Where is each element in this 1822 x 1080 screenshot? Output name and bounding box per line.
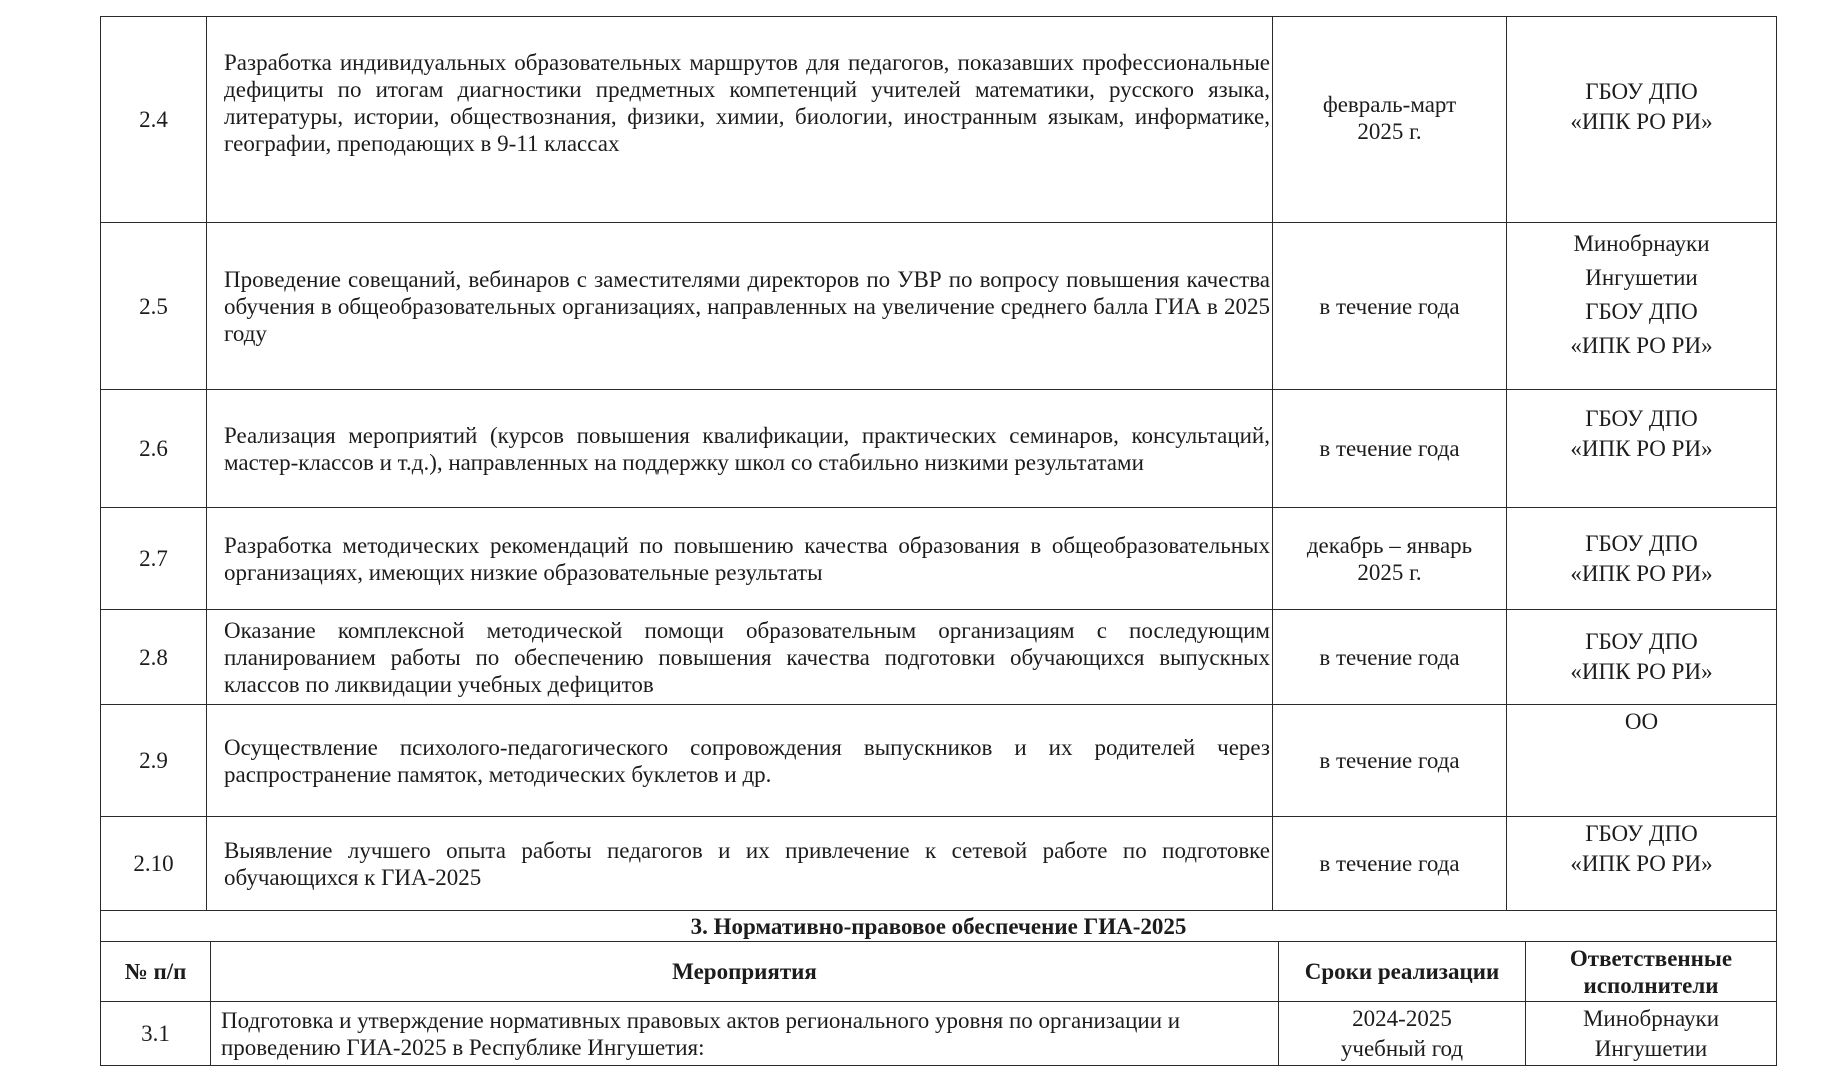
responsible-cell [1507,223,1777,390]
responsible-cell [1507,508,1777,610]
row-number: 3.1 [101,1002,211,1066]
deadline-cell [1273,817,1507,911]
responsible-line: «ИПК РО РИ» [1570,851,1713,876]
responsible-line: «ИПК РО РИ» [1570,333,1713,358]
row-number: 2.8 [101,610,207,705]
deadline-line: декабрь – январь [1306,532,1473,558]
deadline-line: учебный год [1340,1035,1464,1061]
header-activity: Мероприятия [211,942,1279,1002]
activity-text: Разработка методических рекомендаций по повышению качества образования в общеобразовательных организациях, имеющих низкие образовательные результаты [207,508,1273,610]
activity-text: Оказание комплексной методической помощи образовательным организациям с последующим планированием работы по обеспечению повышения качества подготовки обучающихся выпускных классов по ликвидации учебных дефицитов [207,610,1273,705]
activity-text: Осуществление психолого-педагогического сопровождения выпускников и их родителей через распространение памяток, методических буклетов и др. [207,705,1273,817]
deadline-cell [1273,17,1507,223]
deadline-cell [1273,223,1507,390]
deadline-line: 2024-2025 [1352,1005,1452,1031]
responsible-line: ГБОУ ДПО [1585,79,1698,104]
responsible-line: ГБОУ ДПО [1585,530,1698,556]
responsible-line: Ингушетии [1594,1035,1708,1061]
row-number: 2.5 [101,223,207,390]
header-responsible: Ответственные исполнители [1526,942,1777,1002]
deadline-line: в течение года [1319,851,1460,876]
section-title-row [101,911,1777,942]
responsible-line: Минобрнауки [1582,1005,1720,1031]
header-num: № п/п [101,942,211,1002]
deadline-line: 2025 г. [1357,119,1422,144]
responsible-line: ГБОУ ДПО [1585,629,1698,654]
activity-text: Реализация мероприятий (курсов повышения квалификации, практических семинаров, консультаций, мастер-классов и т.д.), направленных на поддержку школ со стабильно низкими результатами [207,390,1273,508]
deadline-line: в течение года [1319,293,1460,319]
responsible-cell [1507,610,1777,705]
table-row [101,705,1777,817]
responsible-line: «ИПК РО РИ» [1570,560,1713,586]
row-number: 2.4 [101,17,207,223]
responsible-line: ГБОУ ДПО [1585,406,1698,431]
responsible-cell [1507,817,1777,911]
responsible-cell [1507,17,1777,223]
section3-table [100,910,1777,1066]
responsible-line: «ИПК РО РИ» [1570,659,1713,684]
header-deadline: Сроки реализации [1279,942,1526,1002]
table-row [101,1002,1777,1066]
deadline-line: февраль-март [1322,92,1457,117]
activities-table [100,16,1777,911]
responsible-line: «ИПК РО РИ» [1570,436,1713,461]
section-title: 3. Нормативно-правовое обеспечение ГИА-2025 [101,911,1777,942]
row-number: 2.10 [101,817,207,911]
responsible-cell [1507,705,1777,817]
activity-text: Выявление лучшего опыта работы педагогов и их привлечение к сетевой работе по подготовке обучающихся к ГИА-2025 [207,817,1273,911]
row-number: 2.9 [101,705,207,817]
responsible-line: Ингушетии [1585,265,1698,290]
table-row [101,17,1777,223]
deadline-line: в течение года [1319,436,1460,461]
row-number: 2.6 [101,390,207,508]
deadline-cell [1273,705,1507,817]
responsible-line: «ИПК РО РИ» [1570,109,1713,134]
activity-text: Разработка индивидуальных образовательных маршрутов для педагогов, показавших профессиональные дефициты по итогам диагностики предметных компетенций учителей математики, русского языка, литературы, истории, обществознания, физики, химии, биологии, иностранным языкам, информатике, географии, преподающих в 9-11 классах [207,17,1273,223]
responsible-line: ГБОУ ДПО [1585,821,1698,846]
table-row [101,817,1777,911]
deadline-line: в течение года [1319,748,1460,773]
deadline-line: в течение года [1319,644,1460,670]
deadline-cell [1273,508,1507,610]
activity-text: Подготовка и утверждение нормативных правовых актов регионального уровня по организации и проведению ГИА-2025 в Республике Ингушетия: [211,1002,1279,1066]
deadline-line: 2025 г. [1357,559,1422,585]
table-row [101,610,1777,705]
table-header-row [101,942,1777,1002]
responsible-cell [1507,390,1777,508]
responsible-line: Минобрнауки [1573,231,1710,256]
table-row [101,223,1777,390]
deadline-cell [1279,1002,1526,1066]
responsible-line: ОО [1624,709,1659,734]
table-row [101,390,1777,508]
responsible-cell [1526,1002,1777,1066]
responsible-line: ГБОУ ДПО [1585,299,1698,324]
activity-text: Проведение совещаний, вебинаров с заместителями директоров по УВР по вопросу повышения качества обучения в общеобразовательных организациях, направленных на увеличение среднего балла ГИА в 2025 году [207,223,1273,390]
deadline-cell [1273,390,1507,508]
table-row [101,508,1777,610]
row-number: 2.7 [101,508,207,610]
deadline-cell [1273,610,1507,705]
